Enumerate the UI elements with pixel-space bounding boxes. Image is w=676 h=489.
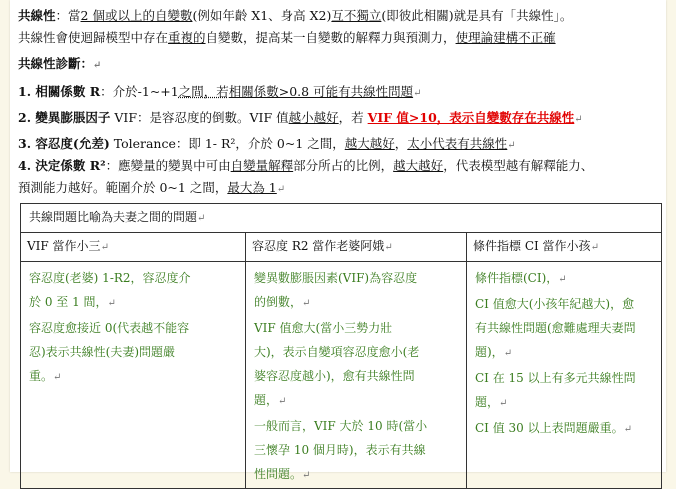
text: 共線性會使迴歸模型中存在 — [18, 30, 169, 45]
text: 2 個或以上的自變數 — [80, 8, 193, 23]
text: 4. 決定係數 R² — [18, 158, 106, 173]
document-page — [10, 0, 666, 481]
paragraph-collinearity-effect — [18, 30, 556, 46]
paragraph-mark: ↵ — [107, 298, 116, 309]
item-correlation-coefficient — [18, 84, 421, 102]
paragraph-mark: ↵ — [507, 140, 516, 151]
paragraph-mark: ↵ — [499, 398, 508, 409]
text: ，若 — [338, 110, 368, 125]
item-r-squared-continued — [18, 180, 285, 198]
paragraph-mark: ↵ — [100, 242, 109, 253]
analogy-table — [20, 203, 662, 489]
text: 越大越好 — [344, 136, 395, 151]
item-r-squared — [18, 158, 593, 174]
paragraph-mark: ↵ — [302, 298, 311, 309]
cell-line: 忍)表示共線性(夫妻)問題嚴 — [29, 345, 176, 359]
cell-line: 題， — [475, 395, 500, 409]
cell-line: CI 在 15 以上有多元共線性問 — [475, 371, 636, 385]
paragraph-mark: ↵ — [558, 274, 567, 285]
cell-line: 容忍度愈接近 0(代表越不能容 — [29, 321, 190, 335]
item-vif — [18, 110, 583, 128]
paragraph-mark: ↵ — [384, 242, 393, 253]
text: ，提高某一自變數的解釋力與預測力， — [243, 30, 456, 45]
paragraph-mark: ↵ — [302, 470, 311, 481]
header-tolerance — [246, 233, 467, 262]
header-text: 容忍度 R2 當作老婆阿娥 — [252, 239, 385, 253]
paragraph-mark: ↵ — [53, 372, 62, 383]
text: 2. 變異膨脹因子 — [18, 110, 111, 125]
vif-threshold-highlight: VIF 值>10，表示自變數存在共線性 — [367, 110, 575, 125]
cell-line: 於 0 至 1 間， — [29, 295, 108, 309]
paragraph-mark: ↵ — [574, 114, 583, 125]
cell-tolerance-explanation — [246, 262, 467, 489]
text: ：應變量的變異中可由 — [105, 158, 231, 173]
text: 重複的 — [168, 30, 206, 45]
cell-line: 的倒數， — [254, 295, 303, 309]
text: ，代表模型越有解釋能力、 — [443, 158, 594, 173]
text: (即彼此相關)就是具有「共線性」。 — [381, 8, 573, 23]
cell-ci-explanation — [467, 262, 662, 489]
text: 自變數 — [205, 30, 244, 45]
cell-line: 重。 — [29, 369, 54, 383]
header-vif — [21, 233, 246, 262]
text: ， — [394, 136, 408, 151]
text: VIF：是容忍度的倒數。VIF 值 — [110, 110, 289, 125]
cell-line: CI 值 30 以上表問題嚴重。 — [475, 421, 624, 435]
heading-text: 共線性診斷： — [18, 56, 94, 71]
cell-vif-explanation — [21, 262, 246, 489]
header-text: 條件指標 CI 當作小孩 — [473, 239, 591, 253]
cell-line: 題， — [254, 393, 279, 407]
cell-line: 三懷孕 10 個月時)，表示有共線 — [254, 443, 426, 457]
cell-line: 性問題。 — [254, 467, 303, 481]
text: 互不獨立 — [331, 8, 382, 23]
text: 自變量解釋 — [230, 158, 294, 173]
caption-text: 共線問題比喻為夫妻之間的問題 — [29, 210, 198, 224]
text: (例如年齡 X1、身高 X2) — [192, 8, 332, 23]
text: ：介於-1~+1 — [100, 84, 179, 99]
cell-line: 條件指標(CI)， — [475, 271, 559, 285]
paragraph-mark: ↵ — [413, 88, 422, 99]
text: 使理論建構不正確 — [455, 30, 556, 45]
cell-line: 一般而言，VIF 大於 10 時(當小 — [254, 419, 428, 433]
text: 相關係數>0.8 可能有共線性問題 — [228, 84, 414, 99]
cell-line: 有共線性問題(愈難處理夫妻問 — [475, 321, 636, 335]
text: Tolerance：即 1- R²，介於 0~1 之間， — [109, 136, 345, 151]
paragraph-mark: ↵ — [623, 424, 633, 435]
section-heading-diagnosis — [18, 56, 101, 74]
paragraph-collinearity-definition — [18, 8, 572, 24]
cell-line: 婆容忍度越小)，愈有共線性問 — [254, 369, 415, 383]
cell-line: 變異數膨脹因素(VIF)為容忍度 — [254, 271, 418, 285]
cell-line: VIF 值愈大(當小三勢力壯 — [254, 321, 393, 335]
text: 部分所占的比例， — [293, 158, 394, 173]
item-tolerance — [18, 136, 516, 154]
paragraph-mark: ↵ — [278, 396, 287, 407]
text: 越小越好 — [288, 110, 339, 125]
header-text: VIF 當作小三 — [27, 239, 101, 253]
paragraph-mark: ↵ — [503, 348, 513, 359]
paragraph-mark: ↵ — [590, 242, 599, 253]
paragraph-mark: ↵ — [197, 213, 206, 224]
text: 3. 容忍度(允差) — [18, 136, 110, 151]
cell-line: 容忍度(老婆) 1-R2，容忍度介 — [29, 271, 191, 285]
text: 1. 相關係數 R — [18, 84, 101, 99]
text: 越大越好 — [393, 158, 444, 173]
term-collinearity: 共線性 — [18, 8, 56, 23]
cell-line: CI 值愈大(小孩年紀越大)，愈 — [475, 297, 635, 311]
cell-line: 大)，表示自變項容忍度愈小(老 — [254, 345, 420, 359]
cell-line: 題)， — [475, 345, 504, 359]
paragraph-mark: ↵ — [276, 184, 286, 195]
text: 之間，若 — [178, 84, 229, 99]
text: ：當 — [55, 8, 81, 23]
paragraph-mark: ↵ — [93, 60, 102, 71]
table-caption — [21, 204, 662, 233]
text: 預測能力越好。範圍介於 0~1 之間， — [18, 180, 228, 195]
text: 太小代表有共線性 — [407, 136, 508, 151]
text: 最大為 1 — [227, 180, 277, 195]
header-ci — [467, 233, 662, 262]
